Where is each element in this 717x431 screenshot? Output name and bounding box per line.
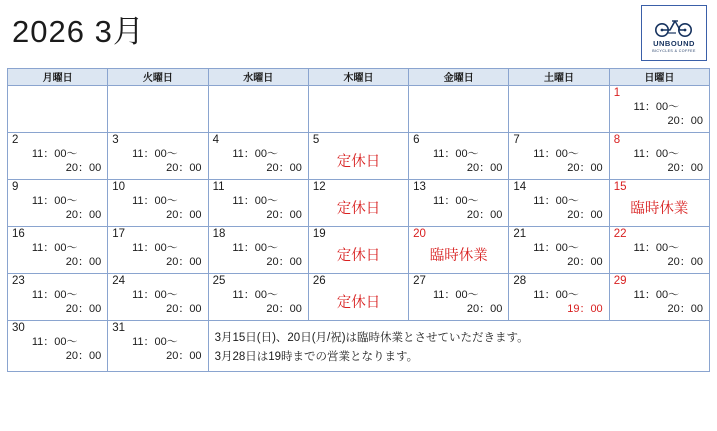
closed-label: 定休日 xyxy=(336,295,381,311)
calendar-day-cell[interactable] xyxy=(609,86,709,133)
hours-close: 20：00 xyxy=(667,162,703,174)
business-hours xyxy=(108,335,207,367)
note-line: 3月28日は19時までの営業となります。 xyxy=(214,351,419,363)
calendar-day-cell[interactable] xyxy=(609,227,709,274)
weekday-header-mon: 月曜日 xyxy=(8,69,108,86)
hours-close: 20：00 xyxy=(266,162,302,174)
empty-spacer xyxy=(8,86,107,132)
calendar-day-cell[interactable] xyxy=(108,133,208,180)
hours-open: 11：00～ xyxy=(232,148,279,160)
calendar-day-cell[interactable] xyxy=(8,133,108,180)
day-number: 26 xyxy=(312,275,326,287)
empty-spacer xyxy=(509,86,608,132)
business-hours xyxy=(8,194,107,226)
calendar-week-row xyxy=(8,180,710,227)
day-number: 18 xyxy=(212,228,226,240)
hours-open: 11：00～ xyxy=(432,195,479,207)
calendar-empty-cell xyxy=(108,86,208,133)
business-hours xyxy=(108,288,207,320)
hours-open: 11：00～ xyxy=(132,242,178,254)
logo-brand-subtitle: BICYCLES & COFFEE xyxy=(652,48,696,53)
calendar-day-cell[interactable] xyxy=(308,227,408,274)
hours-open: 11：00～ xyxy=(633,242,680,254)
calendar-day-cell[interactable] xyxy=(108,227,208,274)
weekday-header-wed: 水曜日 xyxy=(208,69,308,86)
business-hours xyxy=(509,147,608,179)
day-number: 11 xyxy=(212,181,225,193)
day-number: 1 xyxy=(613,87,621,99)
hours-close: 20：00 xyxy=(667,303,703,315)
hours-open: 11：00～ xyxy=(132,195,178,207)
day-number: 13 xyxy=(413,181,426,193)
business-hours xyxy=(610,147,709,179)
day-number: 6 xyxy=(413,134,420,146)
day-number: 10 xyxy=(112,181,126,193)
calendar-day-cell[interactable] xyxy=(308,180,408,227)
business-hours xyxy=(8,147,107,179)
business-hours xyxy=(610,241,709,273)
business-hours xyxy=(8,241,107,273)
hours-open: 11：00～ xyxy=(633,148,680,160)
calendar-body xyxy=(8,86,710,372)
day-number: 7 xyxy=(513,134,520,146)
calendar-day-cell[interactable] xyxy=(108,180,208,227)
day-number: 15 xyxy=(613,181,627,193)
page-title: 2026 3月 xyxy=(12,14,145,49)
business-hours xyxy=(409,147,508,179)
logo-brand-name: UNBOUND xyxy=(653,38,695,48)
business-hours xyxy=(108,194,207,226)
hours-close: 19：00 xyxy=(567,303,603,315)
calendar-day-cell[interactable] xyxy=(609,274,709,321)
business-hours xyxy=(8,288,107,320)
notes-text xyxy=(209,321,709,371)
hours-open: 11：00～ xyxy=(432,289,479,301)
hours-open: 11：00～ xyxy=(232,195,279,207)
brand-logo xyxy=(641,5,707,61)
calendar-day-cell[interactable] xyxy=(308,133,408,180)
day-number: 17 xyxy=(112,228,126,240)
hours-open: 11：00～ xyxy=(31,336,78,348)
day-number: 21 xyxy=(513,228,527,240)
hours-open: 11：00～ xyxy=(132,289,178,301)
business-hours xyxy=(209,194,308,226)
calendar-day-cell[interactable] xyxy=(409,133,509,180)
hours-close: 20：00 xyxy=(466,303,503,315)
calendar-day-cell[interactable] xyxy=(8,321,108,372)
calendar-empty-cell xyxy=(8,86,108,133)
day-number: 27 xyxy=(413,275,426,287)
business-hours xyxy=(209,241,308,273)
empty-spacer xyxy=(209,86,308,132)
notes-cell xyxy=(208,321,709,372)
day-number: 8 xyxy=(613,134,621,146)
calendar-empty-cell xyxy=(208,86,308,133)
day-number: 2 xyxy=(12,134,19,146)
hours-close: 20：00 xyxy=(65,209,102,221)
day-number: 3 xyxy=(112,134,119,146)
day-number: 31 xyxy=(112,322,126,334)
hours-open: 11：00～ xyxy=(31,195,78,207)
calendar-day-cell[interactable] xyxy=(409,227,509,274)
hours-open: 11：00～ xyxy=(533,289,579,301)
hours-close: 20：00 xyxy=(166,350,202,362)
calendar-day-cell[interactable] xyxy=(609,133,709,180)
hours-open: 11：00～ xyxy=(232,242,279,254)
closed-label: 臨時休業 xyxy=(429,248,488,264)
hours-open: 11：00～ xyxy=(31,148,78,160)
calendar-week-row xyxy=(8,133,710,180)
hours-close: 20：00 xyxy=(667,115,703,127)
calendar-day-cell[interactable] xyxy=(609,180,709,227)
calendar-day-cell[interactable] xyxy=(509,133,609,180)
empty-spacer xyxy=(409,86,508,132)
calendar-week-row xyxy=(8,86,710,133)
hours-close: 20：00 xyxy=(266,303,302,315)
hours-open: 11：00～ xyxy=(132,336,178,348)
note-line: 3月15日(日)、20日(月/祝)は臨時休業とさせていただきます。 xyxy=(214,332,529,344)
hours-open: 11：00～ xyxy=(533,195,579,207)
calendar-week-row xyxy=(8,321,710,372)
hours-close: 20：00 xyxy=(166,256,202,268)
calendar-day-cell[interactable] xyxy=(208,274,308,321)
day-number: 9 xyxy=(12,181,19,193)
business-hours xyxy=(610,100,709,132)
business-hours xyxy=(8,335,107,367)
hours-open: 11：00～ xyxy=(432,148,479,160)
business-hours xyxy=(108,147,207,179)
hours-open: 11：00～ xyxy=(232,289,279,301)
hours-open: 11：00～ xyxy=(31,289,78,301)
day-number: 5 xyxy=(312,134,320,146)
hours-close: 20：00 xyxy=(466,162,503,174)
day-number: 12 xyxy=(312,181,326,193)
hours-open: 11：00～ xyxy=(633,289,680,301)
calendar-day-cell[interactable] xyxy=(409,180,509,227)
day-number: 30 xyxy=(12,322,25,334)
bicycle-icon xyxy=(654,14,694,38)
business-hours xyxy=(509,194,608,226)
calendar-day-cell[interactable] xyxy=(208,227,308,274)
day-number: 16 xyxy=(12,228,25,240)
calendar-day-cell[interactable] xyxy=(509,227,609,274)
calendar-day-cell[interactable] xyxy=(409,274,509,321)
hours-close: 20：00 xyxy=(65,303,102,315)
hours-close: 20：00 xyxy=(567,209,603,221)
weekday-header-row xyxy=(8,69,710,86)
calendar-day-cell[interactable] xyxy=(108,321,208,372)
business-hours xyxy=(108,241,207,273)
weekday-header-thu: 木曜日 xyxy=(308,69,408,86)
closed-label: 定休日 xyxy=(336,248,381,264)
hours-open: 11：00～ xyxy=(533,242,579,254)
calendar-day-cell[interactable] xyxy=(8,227,108,274)
closed-label: 定休日 xyxy=(336,201,381,217)
day-number: 20 xyxy=(413,228,426,240)
calendar-day-cell[interactable] xyxy=(208,180,308,227)
hours-close: 20：00 xyxy=(65,256,102,268)
business-hours xyxy=(509,288,608,320)
business-hours xyxy=(509,241,608,273)
hours-close: 20：00 xyxy=(65,350,102,362)
calendar-empty-cell xyxy=(409,86,509,133)
day-number: 22 xyxy=(613,228,627,240)
calendar-day-cell[interactable] xyxy=(509,180,609,227)
hours-open: 11：00～ xyxy=(633,101,680,113)
weekday-header-tue: 火曜日 xyxy=(108,69,208,86)
page-header xyxy=(0,0,717,68)
business-hours xyxy=(209,147,308,179)
day-number: 14 xyxy=(513,181,527,193)
empty-spacer xyxy=(309,86,408,132)
calendar-empty-cell xyxy=(308,86,408,133)
weekday-header-fri: 金曜日 xyxy=(409,69,509,86)
day-number: 19 xyxy=(312,228,326,240)
hours-open: 11：00～ xyxy=(533,148,579,160)
hours-close: 20：00 xyxy=(166,209,202,221)
calendar-day-cell[interactable] xyxy=(208,133,308,180)
business-hours xyxy=(409,194,508,226)
empty-spacer xyxy=(108,86,207,132)
hours-close: 20：00 xyxy=(266,209,302,221)
calendar-day-cell[interactable] xyxy=(8,180,108,227)
closed-label: 臨時休業 xyxy=(630,201,689,217)
weekday-header-sun: 日曜日 xyxy=(609,69,709,86)
hours-close: 20：00 xyxy=(466,209,503,221)
hours-close: 20：00 xyxy=(266,256,302,268)
closed-label: 定休日 xyxy=(336,154,381,170)
calendar-day-cell[interactable] xyxy=(509,274,609,321)
hours-close: 20：00 xyxy=(65,162,102,174)
hours-open: 11：00～ xyxy=(31,242,78,254)
weekday-header-sat: 土曜日 xyxy=(509,69,609,86)
calendar-week-row xyxy=(8,227,710,274)
business-hours xyxy=(409,288,508,320)
business-hours xyxy=(610,288,709,320)
hours-close: 20：00 xyxy=(567,256,603,268)
hours-close: 20：00 xyxy=(567,162,603,174)
hours-close: 20：00 xyxy=(166,162,202,174)
calendar-day-cell[interactable] xyxy=(108,274,208,321)
day-number: 23 xyxy=(12,275,25,287)
calendar-empty-cell xyxy=(509,86,609,133)
day-number: 25 xyxy=(212,275,226,287)
day-number: 24 xyxy=(112,275,126,287)
calendar-week-row xyxy=(8,274,710,321)
hours-close: 20：00 xyxy=(667,256,703,268)
day-number: 28 xyxy=(513,275,527,287)
day-number: 4 xyxy=(212,134,219,146)
business-hours xyxy=(209,288,308,320)
hours-close: 20：00 xyxy=(166,303,202,315)
day-number: 29 xyxy=(613,275,627,287)
calendar-day-cell[interactable] xyxy=(8,274,108,321)
calendar-day-cell[interactable] xyxy=(308,274,408,321)
calendar-table xyxy=(7,68,710,372)
hours-open: 11：00～ xyxy=(132,148,178,160)
